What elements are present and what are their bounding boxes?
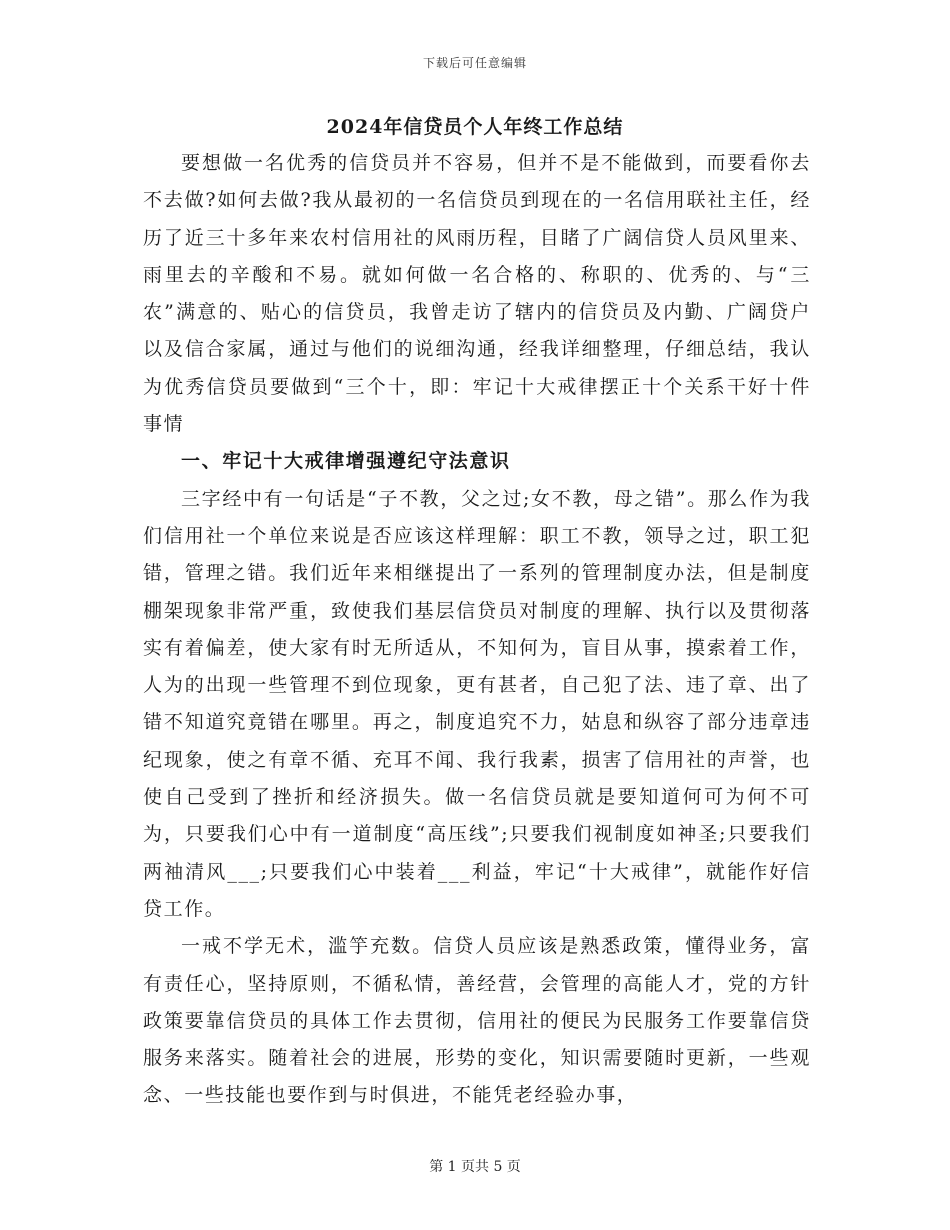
section-heading: 一、牢记十大戒律增强遵纪守法意识 — [181, 450, 511, 473]
body-paragraph: 三字经中有一句话是“子不教，父之过;女不教，母之错”。那么作为我们信用社一个单位来说是否应该这样理解：职工不教，领导之过，职工犯错，管理之错。我们近年来相继提出了一系列的管理制度办法，但是制度棚架现象非常严重，致使我们基层信贷员对制度的理解、执行以及贯彻落实有着偏差，使大家有时无所适从，不知何为，盲目从事，摸索着工作，人为的出现一些管理不到位现象，更有甚者，自己犯了法、违了章、出了错不知道究竟错在哪里。再之，制度追究不力，姑息和纵容了部分违章违纪现象，使之有章不循、充耳不闻、我行我素，损害了信用社的声誉，也使自己受到了挫折和经济损失。做一名信贷员就是要知道何可为何不可为，只要我们心中有一道制度“高压线”;只要我们视制度如神圣;只要我们两袖清风___;只要我们心中装着___利益，牢记“十大戒律”，就能作好信贷工作。 — [143, 487, 811, 920]
body-paragraph: 一戒不学无术，滥竽充数。信贷人员应该是熟悉政策，懂得业务，富有责任心，坚持原则，不循私情，善经营，会管理的高能人才，党的方针政策要靠信贷员的具体工作去贯彻，信用社的便民为民服务工作要靠信贷服务来落实。随着社会的进展，形势的变化，知识需要随时更新，一些观念、一些技能也要作到与时俱进，不能凭老经验办事， — [143, 935, 811, 1107]
page-number: 第 1 页共 5 页 — [429, 1159, 521, 1175]
document-title: 2024年信贷员个人年终工作总结 — [326, 116, 624, 138]
intro-paragraph: 要想做一名优秀的信贷员并不容易，但并不是不能做到，而要看你去不去做?如何去做?我从最初的一名信贷员到现在的一名信用联社主任，经历了近三十多年来农村信用社的风雨历程，目睹了广阔信贷人员风里来、雨里去的辛酸和不易。就如何做一名合格的、称职的、优秀的、与“三农”满意的、贴心的信贷员，我曾走访了辖内的信贷员及内勤、广阔贷户以及信合家属，通过与他们的说细沟通，经我详细整理，仔细总结，我认为优秀信贷员要做到“三个十，即：牢记十大戒律摆正十个关系干好十件事情 — [143, 152, 811, 436]
document-body — [143, 145, 811, 1115]
page-header-note: 下载后可任意编辑 — [422, 56, 527, 70]
